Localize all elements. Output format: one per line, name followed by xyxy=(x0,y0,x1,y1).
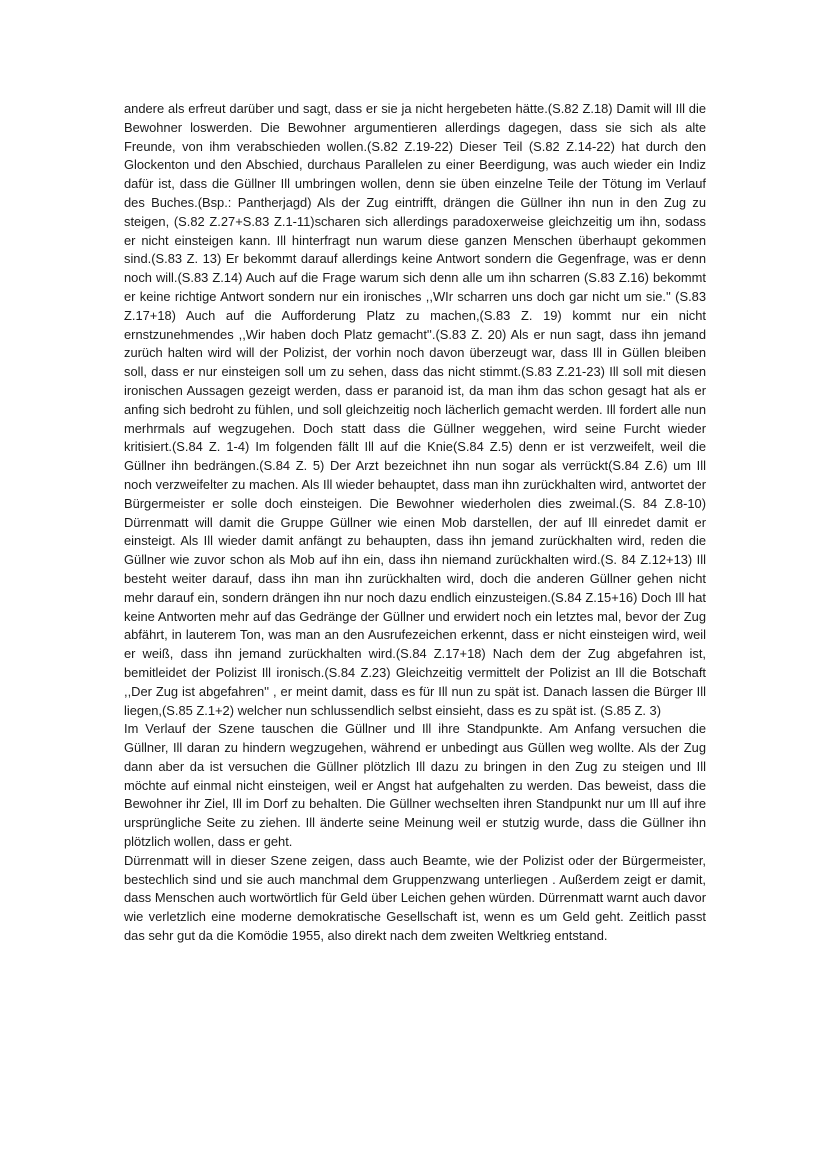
paragraph-analysis: andere als erfreut darüber und sagt, dass er sie ja nicht hergebeten hätte.(S.82 Z.18) Damit will Ill die Bewohner loswerden. Die Bewohner argumentieren allerdings dagegen, dass sie sich als alte Freunde, von ihm verabschieden wollen.(S.82 Z.19-22) Dieser Teil (S.82 Z.14-22) hat durch den Glockenton und den Abschied, durchaus Parallelen zu einer Beerdigung, was auch wieder ein Indiz dafür ist, dass die Güllner Ill umbringen wollen, denn sie üben einzelne Teile der Tötung im Verlauf des Buches.(Bsp.: Pantherjagd) Als der Zug eintrifft, drängen die Güllner ihn nun in den Zug zu steigen, (S.82 Z.27+S.83 Z.1-11)scharen sich allerdings paradoxerweise gleichzeitig um ihn, sodass er nicht einsteigen kann. Ill hinterfragt nun warum diese ganzen Menschen überhaupt gekommen sind.(S.83 Z. 13) Er bekommt darauf allerdings keine Antwort sondern die Gegenfrage, was er denn noch will.(S.83 Z.14) Auch auf die Frage warum sich denn alle um ihn scharren (S.83 Z.16) bekommt er keine richtige Antwort sondern nur ein ironisches ,,WIr scharren uns doch gar nicht um sie.'' (S.83 Z.17+18) Auch auf die Aufforderung Platz zu machen,(S.83 Z. 19) kommt nur ein nicht ernstzunehmendes ,,Wir haben doch Platz gemacht''.(S.83 Z. 20) Als er nun sagt, dass ihn jemand zurüch halten wird will der Polizist, der vorhin noch davon überzeugt war, dass Ill in Güllen bleiben soll, dass er nur einsteigen soll um zu sehen, dass das nicht stimmt.(S.83 Z.21-23) Ill soll mit diesen ironischen Aussagen gezeigt werden, dass er paranoid ist, da man ihm das schon gesagt hat als er anfing sich bedroht zu fühlen, und soll gleichzeitig noch lächerlich gemacht werden. Ill fordert alle nun merhrmals auf wegzugehen. Doch statt dass die Güllner weggehen, wird seine Furcht wieder kritisiert.(S.84 Z. 1-4) Im folgenden fällt Ill auf die Knie(S.84 Z.5) denn er ist verzweifelt, weil die Güllner ihn bedrängen.(S.84 Z. 5) Der Arzt bezeichnet ihn nun sogar als verrückt(S.84 Z.6) um Ill noch verzweifelter zu machen. Als Ill wieder behauptet, dass man ihn zurückhalten wird, antwortet der Bürgermeister er solle doch einsteigen. Die Bewohner wiederholen dies zweimal.(S. 84 Z.8-10) Dürrenmatt will damit die Gruppe Güllner wie einen Mob darstellen, der auf Ill einredet damit er einsteigt. Als Ill wieder damit anfängt zu behaupten, dass ihn jemand zurückhalten wird, reden die Güllner wie zuvor schon als Mob auf ihn ein, dass ihn niemand zurückhalten wird.(S. 84 Z.12+13) Ill besteht weiter darauf, dass ihn man ihn zurückhalten wird, doch die anderen Güllner gehen nicht mehr darauf ein, sondern drängen ihn nur noch dazu endlich einzusteigen.(S.84 Z.15+16) Doch Ill hat keine Antworten mehr auf das Gedränge der Güllner und erwidert noch ein letztes mal, bevor der Zug abfährt, in lauterem Ton, was man an den Ausrufezeichen erkennt, dass er nicht einsteigen wird, weil er weiß, dass ihn jemand zurückhalten wird.(S.84 Z.17+18) Nach dem der Zug abgefahren ist, bemitleidet der Polizist Ill ironisch.(S.84 Z.23) Gleichzeitig vermittelt der Polizist an Ill die Botschaft ,,Der Zug ist abgefahren'' , er meint damit, dass es für Ill nun zu spät ist. Danach lassen die Bürger Ill liegen,(S.85 Z.1+2) welcher nun schlussendlich selbst einsieht, dass es zu spät ist. (S.85 Z. 3) xyxy=(124,101,706,718)
paragraph-standpoints: Im Verlauf der Szene tauschen die Güllner und Ill ihre Standpunkte. Am Anfang versuchen die Güllner, Ill daran zu hindern wegzugehen, während er unbedingt aus Güllen weg wollte. Als der Zug dann aber da ist versuchen die Güllner plötzlich Ill dazu zu bringen in den Zug zu steigen und Ill möchte auf einmal nicht einsteigen, weil er Angst hat aufgehalten zu werden. Das beweist, dass die Bewohner ihr Ziel, Ill im Dorf zu behalten. Die Güllner wechselten ihren Standpunkt nur um Ill auf ihre ursprüngliche Seite zu ziehen. Ill änderte seine Meinung weil er stutzig wurde, dass die Güllner ihn plötzlich wollen, dass er geht. xyxy=(124,721,706,850)
document-page xyxy=(124,100,706,946)
paragraph-conclusion: Dürrenmatt will in dieser Szene zeigen, dass auch Beamte, wie der Polizist oder der Bürgermeister, bestechlich sind und sie auch manchmal dem Gruppenzwang unterliegen . Außerdem zeigt er damit, dass Menschen auch wortwörtlich für Geld über Leichen gehen würden. Dürrenmatt warnt auch davor wie verletzlich eine moderne demokratische Gesellschaft ist, wenn es um Geld geht. Zeitlich passt das sehr gut da die Komödie 1955, also direkt nach dem zweiten Weltkrieg entstand. xyxy=(124,852,706,944)
